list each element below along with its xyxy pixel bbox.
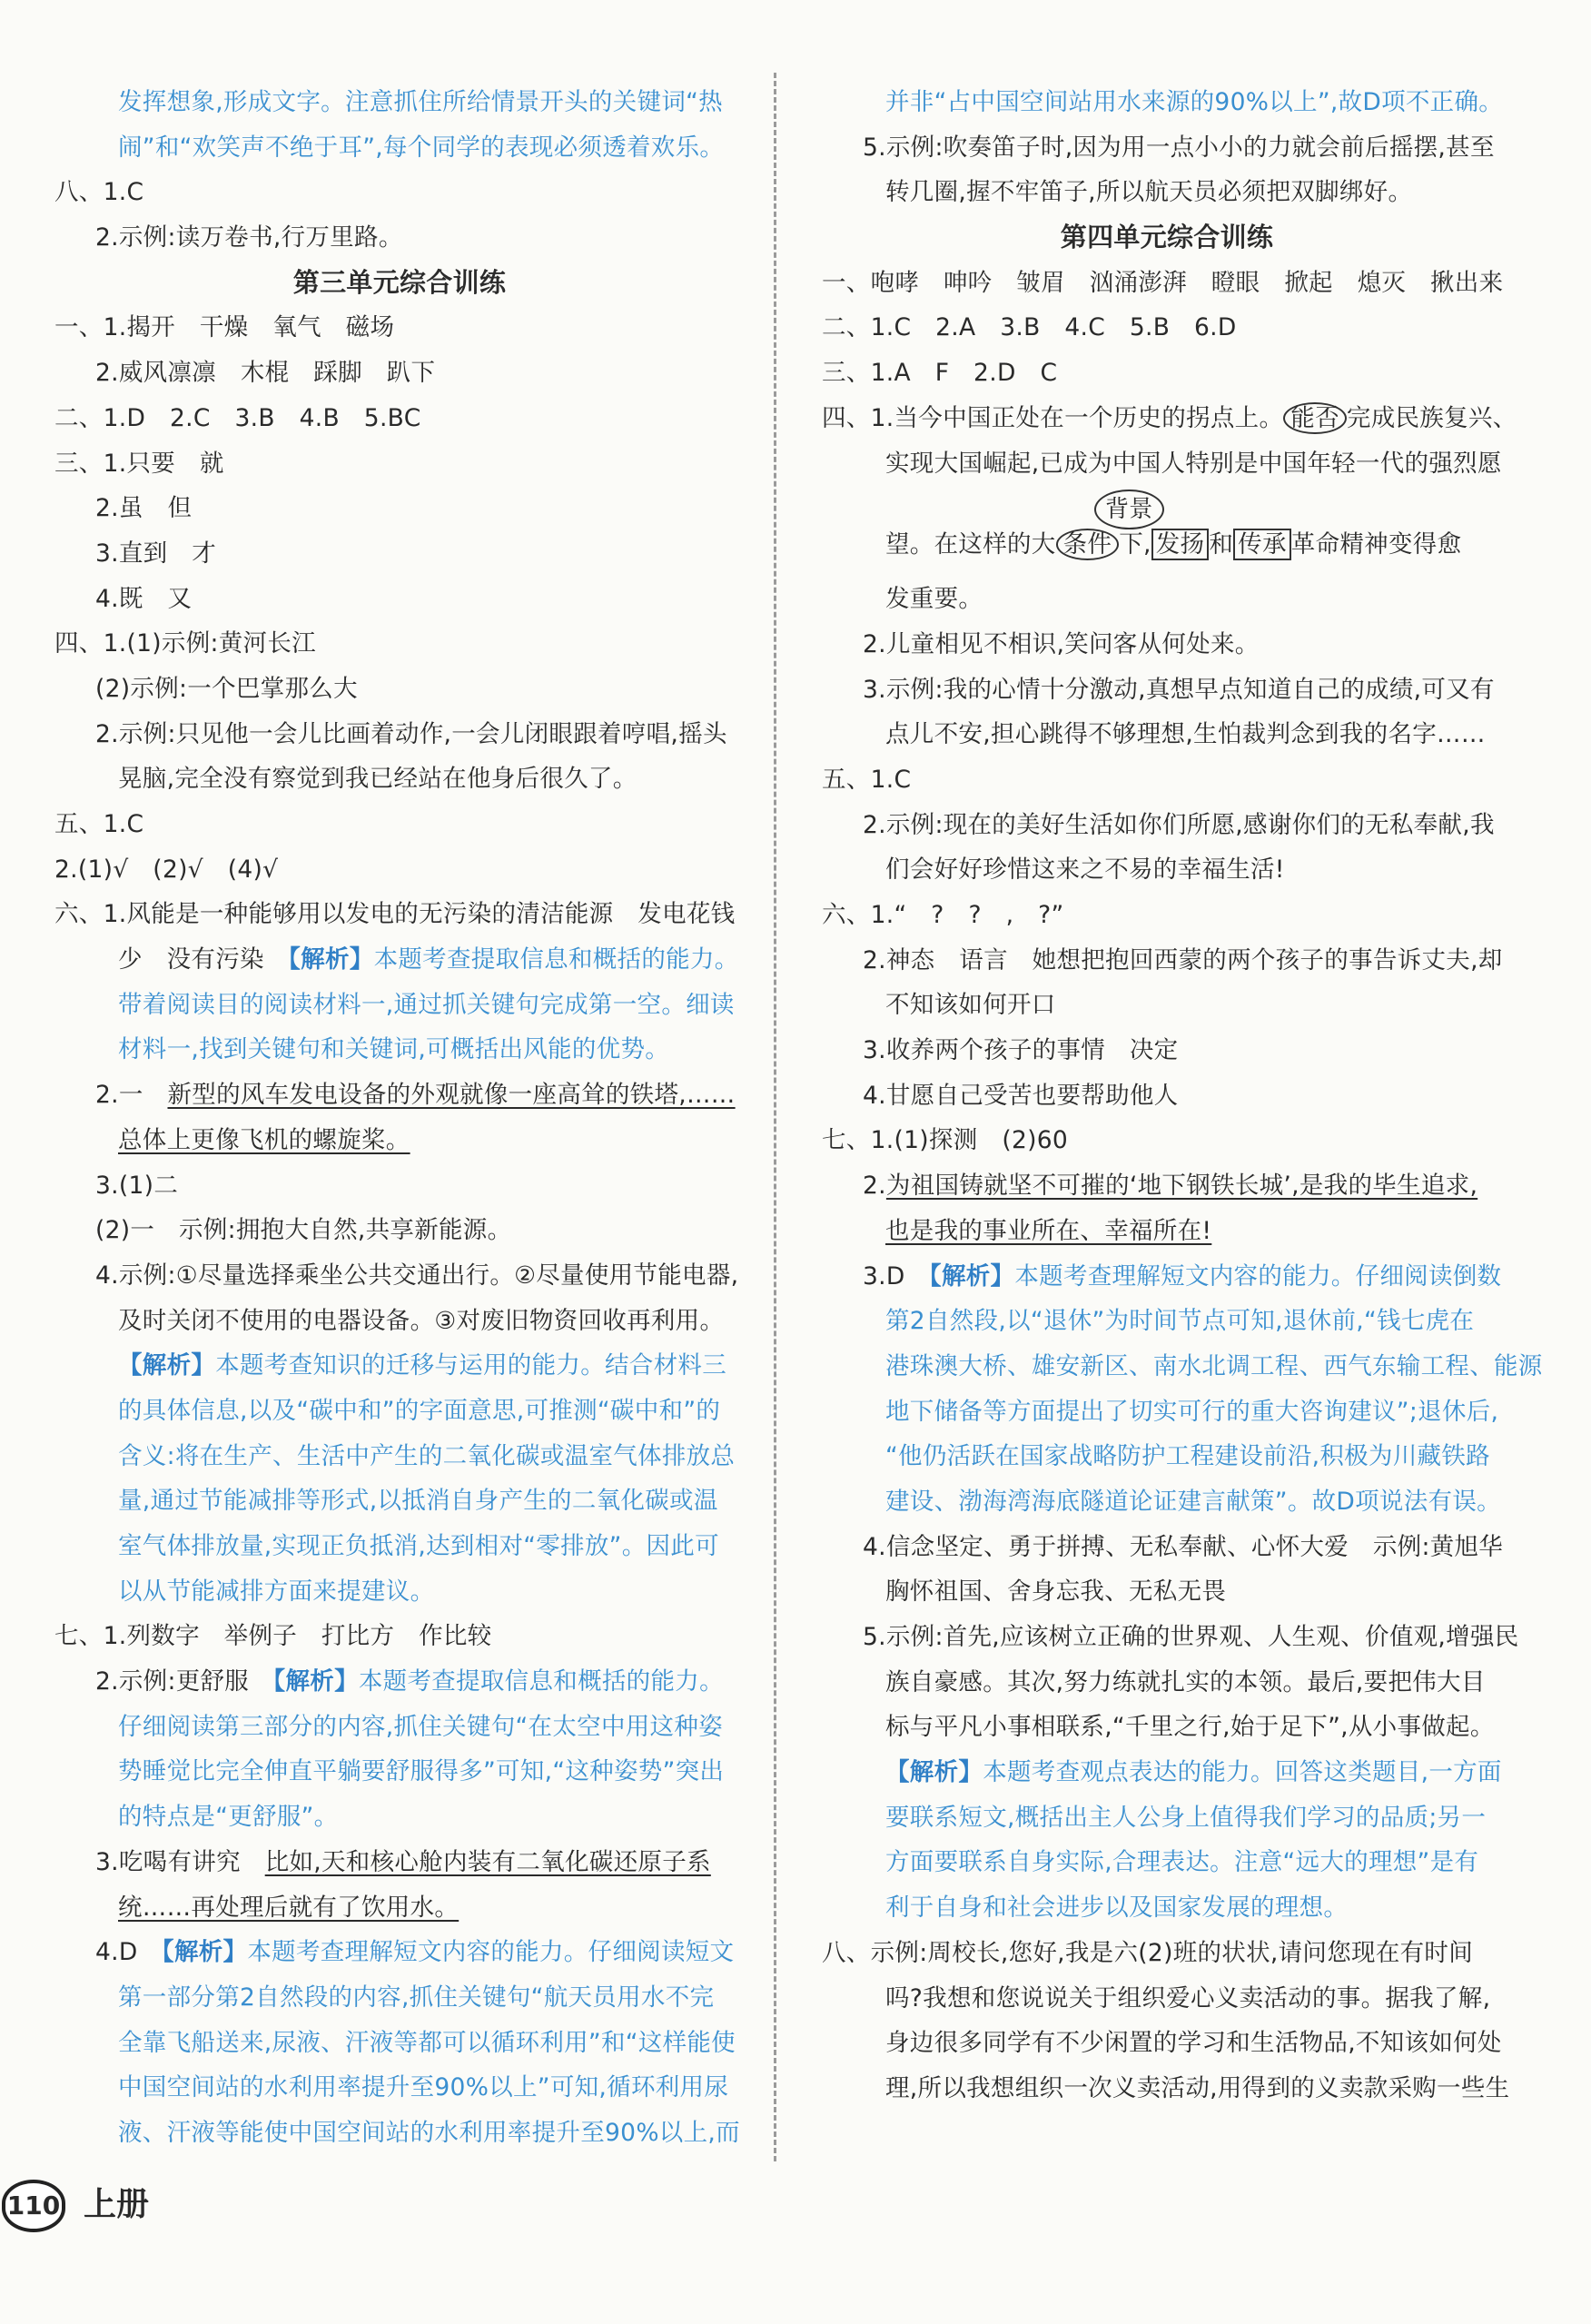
answer-line	[822, 1931, 1512, 1976]
answer-text: 点儿不安,担心跳得不够理想,生怕裁判念到我的名字……	[885, 720, 1486, 749]
answer-text: 七、1.(1)探测 (2)60	[822, 1126, 1069, 1155]
answer-line	[54, 847, 745, 893]
answer-line	[822, 1434, 1512, 1479]
answer-line	[54, 1253, 745, 1299]
answer-text: 一、咆哮 呻吟 皱眉 汹涌澎湃 瞪眼 掀起 熄灭 揪出来	[822, 268, 1504, 297]
section-heading	[822, 215, 1512, 261]
analysis-text: 本题考查提取信息和概括的能力。	[358, 1667, 724, 1696]
answer-line	[822, 983, 1512, 1028]
answer-line	[822, 803, 1512, 848]
answer-line	[54, 1659, 745, 1705]
answer-text: 2.神态 语言 她想把抱回西蒙的两个孩子的事告诉丈夫,却	[863, 945, 1503, 974]
analysis-text: 本题考查观点表达的能力。回答这类题目,一方面	[983, 1758, 1502, 1787]
answer-line	[822, 847, 1512, 893]
answer-text: 2.虽 但	[95, 494, 193, 523]
answer-line	[822, 712, 1512, 757]
answer-line	[822, 893, 1512, 938]
answer-line	[54, 2111, 745, 2156]
answer-text: 理,所以我想组织一次义卖活动,用得到的义卖款采购一些生	[885, 2073, 1510, 2102]
answer-line	[54, 396, 745, 441]
q4-line-2: 实现大国崛起,已成为中国人特别是中国年轻一代的强烈愿	[885, 449, 1502, 478]
correction-bubble: 背景	[1094, 490, 1164, 529]
right-column-bottom	[822, 622, 1543, 2111]
volume-label: 上册	[84, 2186, 150, 2223]
answer-text: 3.示例:我的心情十分激动,真想早点知道自己的成绩,可又有	[863, 675, 1495, 704]
answer-text: 三、1.只要 就	[54, 449, 224, 478]
answer-line	[54, 1885, 745, 1931]
analysis-text: 液、汗液等能使中国空间站的水利用率提升至90%以上,而	[118, 2118, 740, 2147]
answer-line	[54, 1478, 745, 1524]
answer-line	[54, 170, 745, 215]
answer-text: 五、1.C	[54, 810, 144, 838]
answer-line	[54, 1975, 745, 2021]
answer-line	[822, 1750, 1512, 1795]
analysis-text: 并非“占中国空间站用水来源的90%以上”,故D项不正确。	[885, 88, 1504, 116]
answer-line	[822, 351, 1512, 396]
answer-text: 为祖国铸就坚不可摧的‘地下钢铁长城’,是我的毕生追求,	[885, 1172, 1478, 1201]
answer-text: 2.(1)√ (2)√ (4)√	[54, 855, 279, 884]
boxed-word: 传承	[1233, 529, 1291, 560]
answer-line	[54, 486, 745, 531]
right-column	[822, 80, 1543, 2111]
q4-line-1	[822, 396, 1517, 441]
answer-line	[54, 1930, 745, 1975]
answer-text: 2.威风凛凛 木棍 踩脚 趴下	[95, 359, 436, 388]
answer-line	[54, 531, 745, 577]
answer-text: 2.示例:现在的美好生活如你们所愿,感谢你们的无私奉献,我	[863, 810, 1495, 839]
analysis-tag: 【解析】	[162, 1938, 248, 1967]
analysis-text: 建设、渤海湾海底隧道论证建言献策”。故D项说法有误。	[885, 1487, 1501, 1516]
answer-line	[822, 1705, 1512, 1750]
answer-line	[54, 2065, 745, 2111]
answer-text: 六、1.风能是一种能够用以发电的无污染的清洁能源 发电花钱	[54, 900, 736, 929]
answer-line	[822, 1479, 1512, 1525]
answer-text: 二、1.D 2.C 3.B 4.B 5.BC	[54, 403, 421, 432]
answer-line	[54, 1163, 745, 1209]
answer-line	[54, 1343, 745, 1389]
analysis-text: 本题考查理解短文内容的能力。仔细阅读短文	[247, 1938, 735, 1967]
answer-line	[822, 2021, 1512, 2066]
answer-text: 不知该如何开口	[885, 991, 1056, 1020]
answer-line	[822, 1660, 1512, 1706]
answer-line	[54, 1027, 745, 1073]
section-heading	[54, 261, 745, 306]
answer-line	[54, 1389, 745, 1434]
analysis-text: 港珠澳大桥、雄安新区、南水北调工程、西气东输工程、能源	[885, 1351, 1543, 1380]
answer-text: 胸怀祖国、舍身忘我、无私无畏	[885, 1577, 1227, 1607]
analysis-tag: 【解析】	[272, 1667, 359, 1696]
answer-text: 2.示例:只见他一会儿比画着动作,一会儿闭眼跟着哼唱,摇头	[95, 719, 727, 748]
answer-line	[822, 261, 1512, 306]
answer-text: 也是我的事业所在、幸福所在!	[885, 1216, 1212, 1245]
answer-line	[822, 1615, 1519, 1660]
answer-line	[54, 351, 745, 396]
q4-line-4: 发重要。	[885, 585, 983, 614]
answer-line	[54, 1073, 745, 1118]
analysis-text: 以从节能减排方面来提建议。	[118, 1577, 435, 1606]
analysis-text: 势睡觉比完全伸直平躺要舒服得多”可知,“这种姿势”突出	[118, 1757, 725, 1786]
analysis-text: 闹”和“欢笑声不绝于耳”,每个同学的表现必须透着欢乐。	[118, 133, 725, 162]
answer-line	[54, 1795, 745, 1840]
analysis-text: 要联系短文,概括出主人公身上值得我们学习的品质;另一	[885, 1803, 1487, 1832]
analysis-tag: 【解析】	[118, 1351, 216, 1380]
answer-text: 3.直到 才	[95, 539, 217, 568]
answer-line	[822, 757, 1512, 803]
analysis-text: 本题考查理解短文内容的能力。仔细阅读倒数	[1014, 1261, 1502, 1291]
answer-text: 2.儿童相见不相识,笑问客从何处来。	[863, 629, 1260, 658]
q4-text: 完成民族复兴、	[1346, 403, 1517, 432]
answer-text: 八、1.C	[54, 178, 144, 207]
analysis-text: 利于自身和社会进步以及国家发展的理想。	[885, 1894, 1349, 1923]
answer-text: 七、1.列数字 举例子 打比方 作比较	[54, 1622, 492, 1651]
analysis-text: 量,通过节能减排等形式,以抵消自身产生的二氧化碳或温	[118, 1487, 718, 1516]
answer-text: 及时关闭不使用的电器设备。③对废旧物资回收再利用。	[118, 1306, 725, 1335]
answer-line	[54, 1749, 745, 1795]
answer-text: 晃脑,完全没有察觉到我已经站在他身后很久了。	[118, 765, 637, 794]
answer-line	[822, 1118, 1512, 1163]
answer-line	[54, 125, 745, 171]
q4-text: 四、1.当今中国正处在一个历史的拐点上。	[822, 403, 1284, 432]
answer-line	[54, 1118, 745, 1163]
analysis-text: 中国空间站的水利用率提升至90%以上”可知,循环利用尿	[118, 2073, 729, 2102]
answer-text: 转几圈,握不牢笛子,所以航天员必须把双脚绑好。	[885, 178, 1413, 207]
analysis-tag: 【解析】	[929, 1261, 1015, 1291]
answer-line	[822, 2066, 1512, 2111]
answer-line	[822, 1299, 1512, 1344]
analysis-text: 的具体信息,以及“碳中和”的字面意思,可推测“碳中和”的	[118, 1396, 721, 1425]
q4-text: 革命精神变得愈	[1290, 530, 1462, 559]
answer-line	[822, 80, 1512, 125]
answer-text: 吗?我想和您说说关于组织爱心义卖活动的事。据我了解,	[885, 1983, 1491, 2012]
answer-text: 身边很多同学有不少闲置的学习和生活物品,不知该如何处	[885, 2029, 1502, 2058]
answer-text: 一、1.揭开 干燥 氧气 磁场	[54, 313, 395, 342]
answer-line	[54, 712, 745, 757]
answer-text: (2)示例:一个巴掌那么大	[95, 674, 358, 703]
answer-text: 2.示例:更舒服	[95, 1667, 273, 1696]
answer-line	[822, 1344, 1543, 1389]
answer-line	[54, 2021, 745, 2066]
answer-line	[54, 1434, 745, 1479]
q4-annotated-passage	[822, 396, 1517, 622]
answer-text: 统……再处理后就有了饮用水。	[118, 1893, 460, 1922]
answer-text: 二、1.C 2.A 3.B 4.C 5.B 6.D	[822, 313, 1237, 342]
analysis-text: 方面要联系自身实际,合理表达。注意“远大的理想”是有	[885, 1848, 1479, 1877]
answer-text: 总体上更像飞机的螺旋桨。	[118, 1125, 410, 1154]
answer-line	[54, 667, 745, 712]
answer-line	[822, 1028, 1512, 1073]
answer-line	[54, 1614, 745, 1659]
answer-text: 六、1.“ ? ? , ?”	[822, 901, 1064, 929]
circled-word: 条件	[1056, 529, 1120, 560]
answer-text: 们会好好珍惜这来之不易的幸福生活!	[885, 855, 1285, 885]
analysis-tag: 【解析】	[288, 945, 374, 974]
analysis-text: 的特点是“更舒服”。	[118, 1803, 339, 1832]
answer-text: 2.一	[95, 1081, 168, 1110]
answer-line	[54, 1705, 745, 1750]
answer-line	[54, 1569, 745, 1615]
answer-text: 5.示例:吹奏笛子时,因为用一点小小的力就会前后摇摆,甚至	[863, 133, 1495, 162]
answer-line	[54, 983, 745, 1028]
answer-line	[54, 1524, 745, 1569]
answer-text: (2)一 示例:拥抱大自然,共享新能源。	[95, 1216, 512, 1245]
answer-text: 五、1.C	[822, 765, 912, 794]
answer-line	[54, 441, 745, 487]
answer-line	[822, 1840, 1512, 1885]
analysis-tag: 【解析】	[885, 1758, 983, 1787]
answer-text: 4.信念坚定、勇于拼搏、无私奉献、心怀大爱 示例:黄旭华	[863, 1532, 1504, 1561]
answer-line	[54, 215, 745, 261]
answer-text: 3.吃喝有讲究	[95, 1847, 265, 1876]
answer-text: 2.	[863, 1172, 886, 1201]
analysis-text: 发挥想象,形成文字。注意抓住所给情景开头的关键词“热	[118, 88, 723, 116]
analysis-text: 第一部分第2自然段的内容,抓住关键句“航天员用水不完	[118, 1983, 715, 2012]
answer-text: 3.D	[863, 1261, 930, 1291]
q4-text: 和	[1209, 530, 1234, 559]
analysis-text: 仔细阅读第三部分的内容,抓住关键句“在太空中用这种姿	[118, 1712, 723, 1741]
answer-text: 八、示例:周校长,您好,我是六(2)班的状状,请问您现在有时间	[822, 1938, 1474, 1967]
answer-text: 新型的风车发电设备的外观就像一座高耸的铁塔,……	[167, 1081, 736, 1110]
answer-line	[822, 1163, 1512, 1209]
answer-line	[822, 170, 1512, 215]
analysis-text: 材料一,找到关键句和关键词,可概括出风能的优势。	[118, 1035, 670, 1064]
answer-text: 四、1.(1)示例:黄河长江	[54, 629, 316, 658]
answer-line	[822, 1073, 1512, 1119]
answer-line	[54, 1208, 745, 1253]
answer-line	[822, 938, 1512, 984]
answer-line	[822, 1795, 1512, 1841]
answer-text: 3.收养两个孩子的事情 决定	[863, 1036, 1179, 1065]
boxed-word: 发扬	[1151, 529, 1210, 560]
answer-line	[54, 1840, 745, 1885]
analysis-text: 室气体排放量,实现正负抵消,达到相对“零排放”。因此可	[118, 1532, 719, 1560]
answer-text: 4.D	[95, 1938, 163, 1967]
q4-line-3	[822, 486, 1512, 577]
answer-text: 标与平凡小事相联系,“千里之行,始于足下”,从小事做起。	[885, 1713, 1495, 1742]
answer-line	[54, 802, 745, 847]
column-divider	[774, 73, 776, 2161]
answer-line	[822, 1885, 1512, 1931]
answer-text: 第四单元综合训练	[1060, 222, 1274, 253]
answer-text: 族自豪感。其次,努力练就扎实的本领。最后,要把伟大目	[885, 1667, 1486, 1696]
answer-text: 少 没有污染	[118, 945, 289, 974]
answer-line	[822, 1209, 1512, 1254]
answer-line	[822, 1569, 1512, 1615]
left-column	[54, 80, 745, 2156]
q4-text: 望。在这样的大	[885, 530, 1056, 559]
analysis-text: “他仍活跃在国家战略防护工程建设前沿,积极为川藏铁路	[885, 1442, 1490, 1471]
answer-text: 4.示例:①尽量选择乘坐公共交通出行。②尽量使用节能电器,	[95, 1261, 739, 1290]
answer-text: 3.(1)二	[95, 1171, 179, 1200]
analysis-text: 全靠飞船送来,尿液、汗液等都可以循环利用”和“这样能使	[118, 2028, 736, 2057]
analysis-text: 第2自然段,以“退休”为时间节点可知,退休前,“钱七虎在	[885, 1307, 1475, 1336]
answer-line	[54, 937, 745, 983]
answer-line	[54, 577, 745, 622]
answer-text: 4.既 又	[95, 584, 193, 613]
answer-line	[54, 892, 745, 937]
answer-line	[822, 125, 1512, 171]
answer-line	[54, 621, 745, 667]
analysis-text: 本题考查提取信息和概括的能力。	[373, 945, 739, 974]
answer-line	[822, 622, 1512, 668]
answer-line	[822, 1976, 1512, 2022]
circled-word: 能否	[1283, 402, 1347, 434]
answer-text: 三、1.A F 2.D C	[822, 359, 1058, 388]
analysis-text: 带着阅读目的阅读材料一,通过抓关键句完成第一空。细读	[118, 990, 735, 1019]
answer-line	[822, 305, 1512, 351]
answer-text: 5.示例:首先,应该树立正确的世界观、人生观、价值观,增强民	[863, 1623, 1519, 1651]
q4-text: 下,	[1119, 530, 1151, 559]
analysis-text: 含义:将在生产、生活中产生的二氧化碳或温室气体排放总	[118, 1441, 736, 1470]
answer-line	[822, 1389, 1512, 1435]
answer-text: 第三单元综合训练	[292, 266, 507, 298]
analysis-text: 本题考查知识的迁移与运用的能力。结合材料三	[215, 1351, 727, 1380]
answer-line	[54, 1299, 745, 1344]
answer-line	[54, 757, 745, 802]
answer-line	[54, 305, 745, 351]
answer-line	[54, 80, 745, 125]
answer-text: 比如,天和核心舱内装有二氧化碳还原子系	[264, 1847, 711, 1876]
answer-text: 2.示例:读万卷书,行万里路。	[95, 223, 403, 252]
answer-line	[822, 1525, 1512, 1570]
page-number-badge: 110	[2, 2180, 65, 2232]
answer-text: 4.甘愿自己受苦也要帮助他人	[863, 1081, 1179, 1110]
answer-line	[822, 1254, 1512, 1300]
analysis-text: 地下储备等方面提出了切实可行的重大咨询建议”;退休后,	[885, 1397, 1499, 1426]
right-column-top	[822, 80, 1512, 396]
answer-line	[822, 668, 1512, 713]
